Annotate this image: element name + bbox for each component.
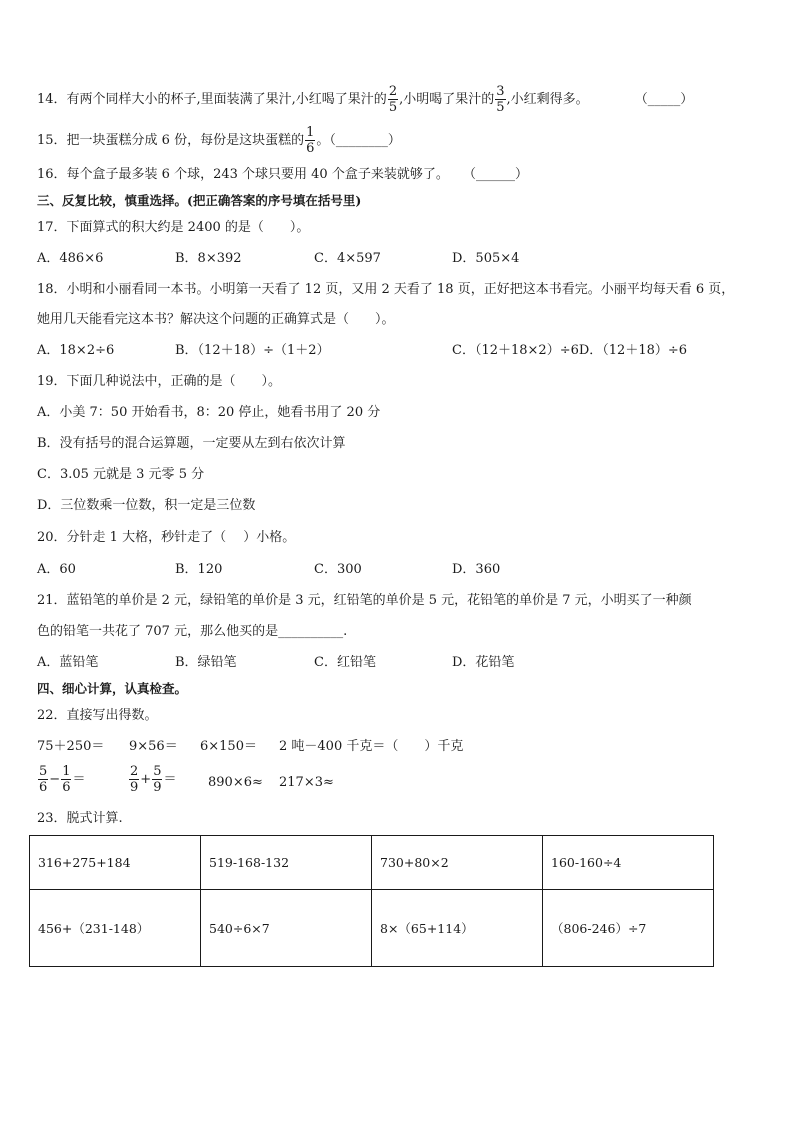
equals-sign: ＝ (163, 772, 177, 787)
q21-option-d[interactable]: D．花铅笔 (452, 655, 515, 670)
question-14 (37, 84, 693, 115)
fraction-denominator: 6 (62, 780, 71, 795)
fraction-3-5 (495, 84, 505, 115)
q21-option-a[interactable]: A．蓝铅笔 (37, 655, 99, 670)
table-row (30, 836, 714, 890)
calc-item[interactable]: 75＋250＝ (37, 739, 105, 754)
q18-option-b[interactable]: B．（12＋18）÷（1＋2） (175, 343, 330, 358)
fraction (129, 764, 139, 795)
question-21-stem-line1: 21．蓝铅笔的单价是 2 元，绿铅笔的单价是 3 元，红铅笔的单价是 5 元，花铅笔的单价是 7 元，小明买了一种颜 (37, 593, 692, 608)
question-22-stem: 22．直接写出得数。 (37, 708, 158, 723)
q17-option-d[interactable]: D．505×4 (452, 251, 520, 266)
question-18-stem-line1: 18．小明和小丽看同一本书。小明第一天看了 12 页，又用 2 天看了 18 页，正好把这本书看完。小丽平均每天看 6 页， (37, 282, 735, 297)
q20-option-a[interactable]: A．60 (37, 562, 76, 577)
q16-text: 16．每个盒子最多装 6 个球，243 个球只要用 40 个盒子来装就够了。 (37, 167, 449, 182)
answer-blank[interactable]: 。（________） (316, 133, 401, 148)
q21-option-b[interactable]: B．绿铅笔 (175, 655, 237, 670)
fraction-numerator: 1 (306, 125, 315, 140)
fraction-numerator: 2 (388, 84, 398, 99)
q20-option-b[interactable]: B．120 (175, 562, 223, 577)
q21-option-c[interactable]: C．红铅笔 (314, 655, 376, 670)
answer-blank[interactable]: __________ (278, 624, 344, 639)
calc-item[interactable]: 217×3≈ (279, 775, 334, 790)
q20-option-c[interactable]: C．300 (314, 562, 362, 577)
fraction-numerator: 2 (130, 764, 139, 779)
fraction-denominator: 5 (496, 100, 505, 115)
q17-option-b[interactable]: B．8×392 (175, 251, 242, 266)
question-17-stem: 17．下面算式的积大约是 2400 的是（ ）。 (37, 220, 310, 235)
calc-item[interactable]: 890×6≈ (208, 775, 263, 790)
fraction-denominator: 9 (130, 780, 139, 795)
operator: − (49, 772, 61, 787)
q18-option-cd[interactable]: C．（12＋18×2）÷6D．（12＋18）÷6 (452, 343, 688, 358)
q14-text-a: 14．有两个同样大小的杯子,里面装满了果汁,小红喝了果汁的 (37, 92, 387, 107)
fraction-numerator: 5 (153, 764, 162, 779)
table-cell[interactable]: 730+80×2 (372, 836, 543, 890)
fraction-denominator: 5 (388, 100, 398, 115)
operator: + (140, 772, 152, 787)
q18-option-a[interactable]: A．18×2÷6 (37, 343, 115, 358)
question-23-stem: 23．脱式计算. (37, 811, 123, 826)
q21-period: . (343, 624, 348, 639)
fraction-numerator: 5 (39, 764, 48, 779)
table-cell[interactable]: 160-160÷4 (543, 836, 714, 890)
section-3-heading: 三、反复比较，慎重选择。(把正确答案的序号填在括号里) (37, 193, 362, 208)
q19-option-b[interactable]: B．没有括号的混合运算题，一定要从左到右依次计算 (37, 436, 346, 451)
equals-sign: ＝ (72, 772, 86, 787)
table-cell[interactable]: 456+（231-148） (30, 890, 201, 967)
fraction (152, 764, 162, 795)
fraction-denominator: 6 (39, 780, 48, 795)
section-4-heading: 四、细心计算，认真检查。 (37, 681, 188, 696)
fraction-2-5 (388, 84, 398, 115)
calc-item[interactable]: 6×150＝ (200, 739, 257, 754)
q21-text: 色的铅笔一共花了 707 元，那么他买的是 (37, 624, 279, 639)
table-cell[interactable]: 316+275+184 (30, 836, 201, 890)
q19-option-d[interactable]: D．三位数乘一位数，积一定是三位数 (37, 498, 256, 513)
table-cell[interactable]: （806-246）÷7 (543, 890, 714, 967)
question-16 (37, 166, 528, 184)
question-19-stem: 19．下面几种说法中，正确的是（ ）。 (37, 374, 282, 389)
calculation-table (29, 835, 714, 967)
question-20-stem: 20．分针走 1 大格，秒针走了（ ）小格。 (37, 530, 296, 545)
q14-text-b: ,小明喝了果汁的 (399, 92, 495, 107)
fraction-denominator: 6 (306, 141, 315, 156)
table-cell[interactable]: 8×（65+114） (372, 890, 543, 967)
table-cell[interactable]: 519-168-132 (201, 836, 372, 890)
fraction-denominator: 9 (153, 780, 162, 795)
answer-blank[interactable]: （______） (462, 167, 528, 182)
table-row (30, 890, 714, 967)
fraction (38, 764, 48, 795)
q14-text-c: ,小红剩得多。 (506, 92, 589, 107)
q17-option-a[interactable]: A．486×6 (37, 251, 104, 266)
calc-item[interactable]: 9×56＝ (129, 739, 178, 754)
calc-item[interactable]: 2 吨－400 千克＝（ ）千克 (279, 739, 464, 754)
q15-text-a: 15．把一块蛋糕分成 6 份，每份是这块蛋糕的 (37, 133, 305, 148)
q20-option-d[interactable]: D．360 (452, 562, 501, 577)
fraction (61, 764, 71, 795)
question-15 (37, 125, 401, 156)
fraction-1-6 (305, 125, 315, 156)
fraction-numerator: 3 (496, 84, 505, 99)
answer-blank[interactable]: （_____） (634, 92, 694, 107)
q17-option-c[interactable]: C．4×597 (314, 251, 381, 266)
fraction-numerator: 1 (62, 764, 71, 779)
table-cell[interactable]: 540÷6×7 (201, 890, 372, 967)
question-18-stem-line2: 她用几天能看完这本书？解决这个问题的正确算式是（ ）。 (37, 312, 395, 327)
q19-option-a[interactable]: A．小美 7：50 开始看书，8：20 停止，她看书用了 20 分 (37, 405, 381, 420)
calc-fraction-item[interactable] (128, 764, 176, 795)
q19-option-c[interactable]: C．3.05 元就是 3 元零 5 分 (37, 467, 205, 482)
question-21-stem-line2 (37, 623, 347, 641)
calc-fraction-item[interactable] (37, 764, 85, 795)
